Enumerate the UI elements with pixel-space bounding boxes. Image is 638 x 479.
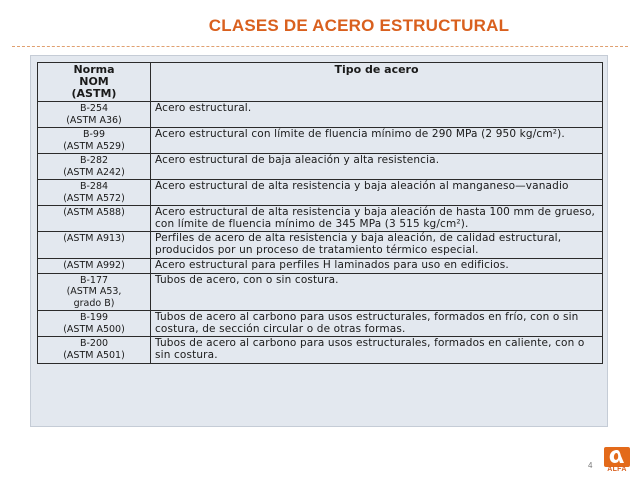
norma-cell: (ASTM A588): [38, 206, 151, 232]
steel-standards-table: [37, 62, 603, 364]
title-divider: [12, 46, 628, 48]
table-row: [38, 311, 603, 337]
norma-cell: B-284 (ASTM A572): [38, 180, 151, 206]
table-row: [38, 128, 603, 154]
tipo-cell: Perfiles de acero de alta resistencia y baja aleación, de calidad estructural, producidos por un proceso de tratamiento térmico especial.: [151, 232, 603, 258]
table-row: [38, 154, 603, 180]
norma-cell: B-177 (ASTM A53, grado B): [38, 273, 151, 311]
alfa-logo-icon: [604, 447, 630, 467]
table-row: [38, 258, 603, 273]
tipo-cell: Acero estructural de alta resistencia y baja aleación de hasta 100 mm de grueso, con límite de fluencia mínimo de 345 MPa (3 515 kg/cm²).: [151, 206, 603, 232]
norma-cell: B-200 (ASTM A501): [38, 337, 151, 363]
alfa-logo: [604, 447, 630, 475]
norma-cell: (ASTM A913): [38, 232, 151, 258]
header-tipo: Tipo de acero: [151, 63, 603, 102]
tipo-cell: Tubos de acero al carbono para usos estructurales, formados en caliente, con o sin costura.: [151, 337, 603, 363]
table-row: [38, 273, 603, 311]
tipo-cell: Tubos de acero, con o sin costura.: [151, 273, 603, 311]
norma-cell: B-99 (ASTM A529): [38, 128, 151, 154]
norma-cell: B-199 (ASTM A500): [38, 311, 151, 337]
header-norma: Norma NOM (ASTM): [38, 63, 151, 102]
table-row: [38, 180, 603, 206]
tipo-cell: Acero estructural para perfiles H laminados para uso en edificios.: [151, 258, 603, 273]
slide-title: CLASES DE ACERO ESTRUCTURAL: [208, 16, 510, 35]
norma-cell: (ASTM A992): [38, 258, 151, 273]
table-row: [38, 232, 603, 258]
table-header-row: [38, 63, 603, 102]
page-number: 4: [588, 461, 593, 470]
scanned-table-image: [30, 55, 608, 427]
tipo-cell: Acero estructural.: [151, 102, 603, 128]
alfa-logo-text: ALFA: [607, 466, 627, 473]
table-row: [38, 337, 603, 363]
table-row: [38, 206, 603, 232]
tipo-cell: Acero estructural de alta resistencia y baja aleación al manganeso—vanadio: [151, 180, 603, 206]
tipo-cell: Acero estructural de baja aleación y alta resistencia.: [151, 154, 603, 180]
norma-cell: B-254 (ASTM A36): [38, 102, 151, 128]
tipo-cell: Tubos de acero al carbono para usos estructurales, formados en frío, con o sin costura, de sección circular o de otras formas.: [151, 311, 603, 337]
tipo-cell: Acero estructural con límite de fluencia mínimo de 290 MPa (2 950 kg/cm²).: [151, 128, 603, 154]
table-row: [38, 102, 603, 128]
norma-cell: B-282 (ASTM A242): [38, 154, 151, 180]
